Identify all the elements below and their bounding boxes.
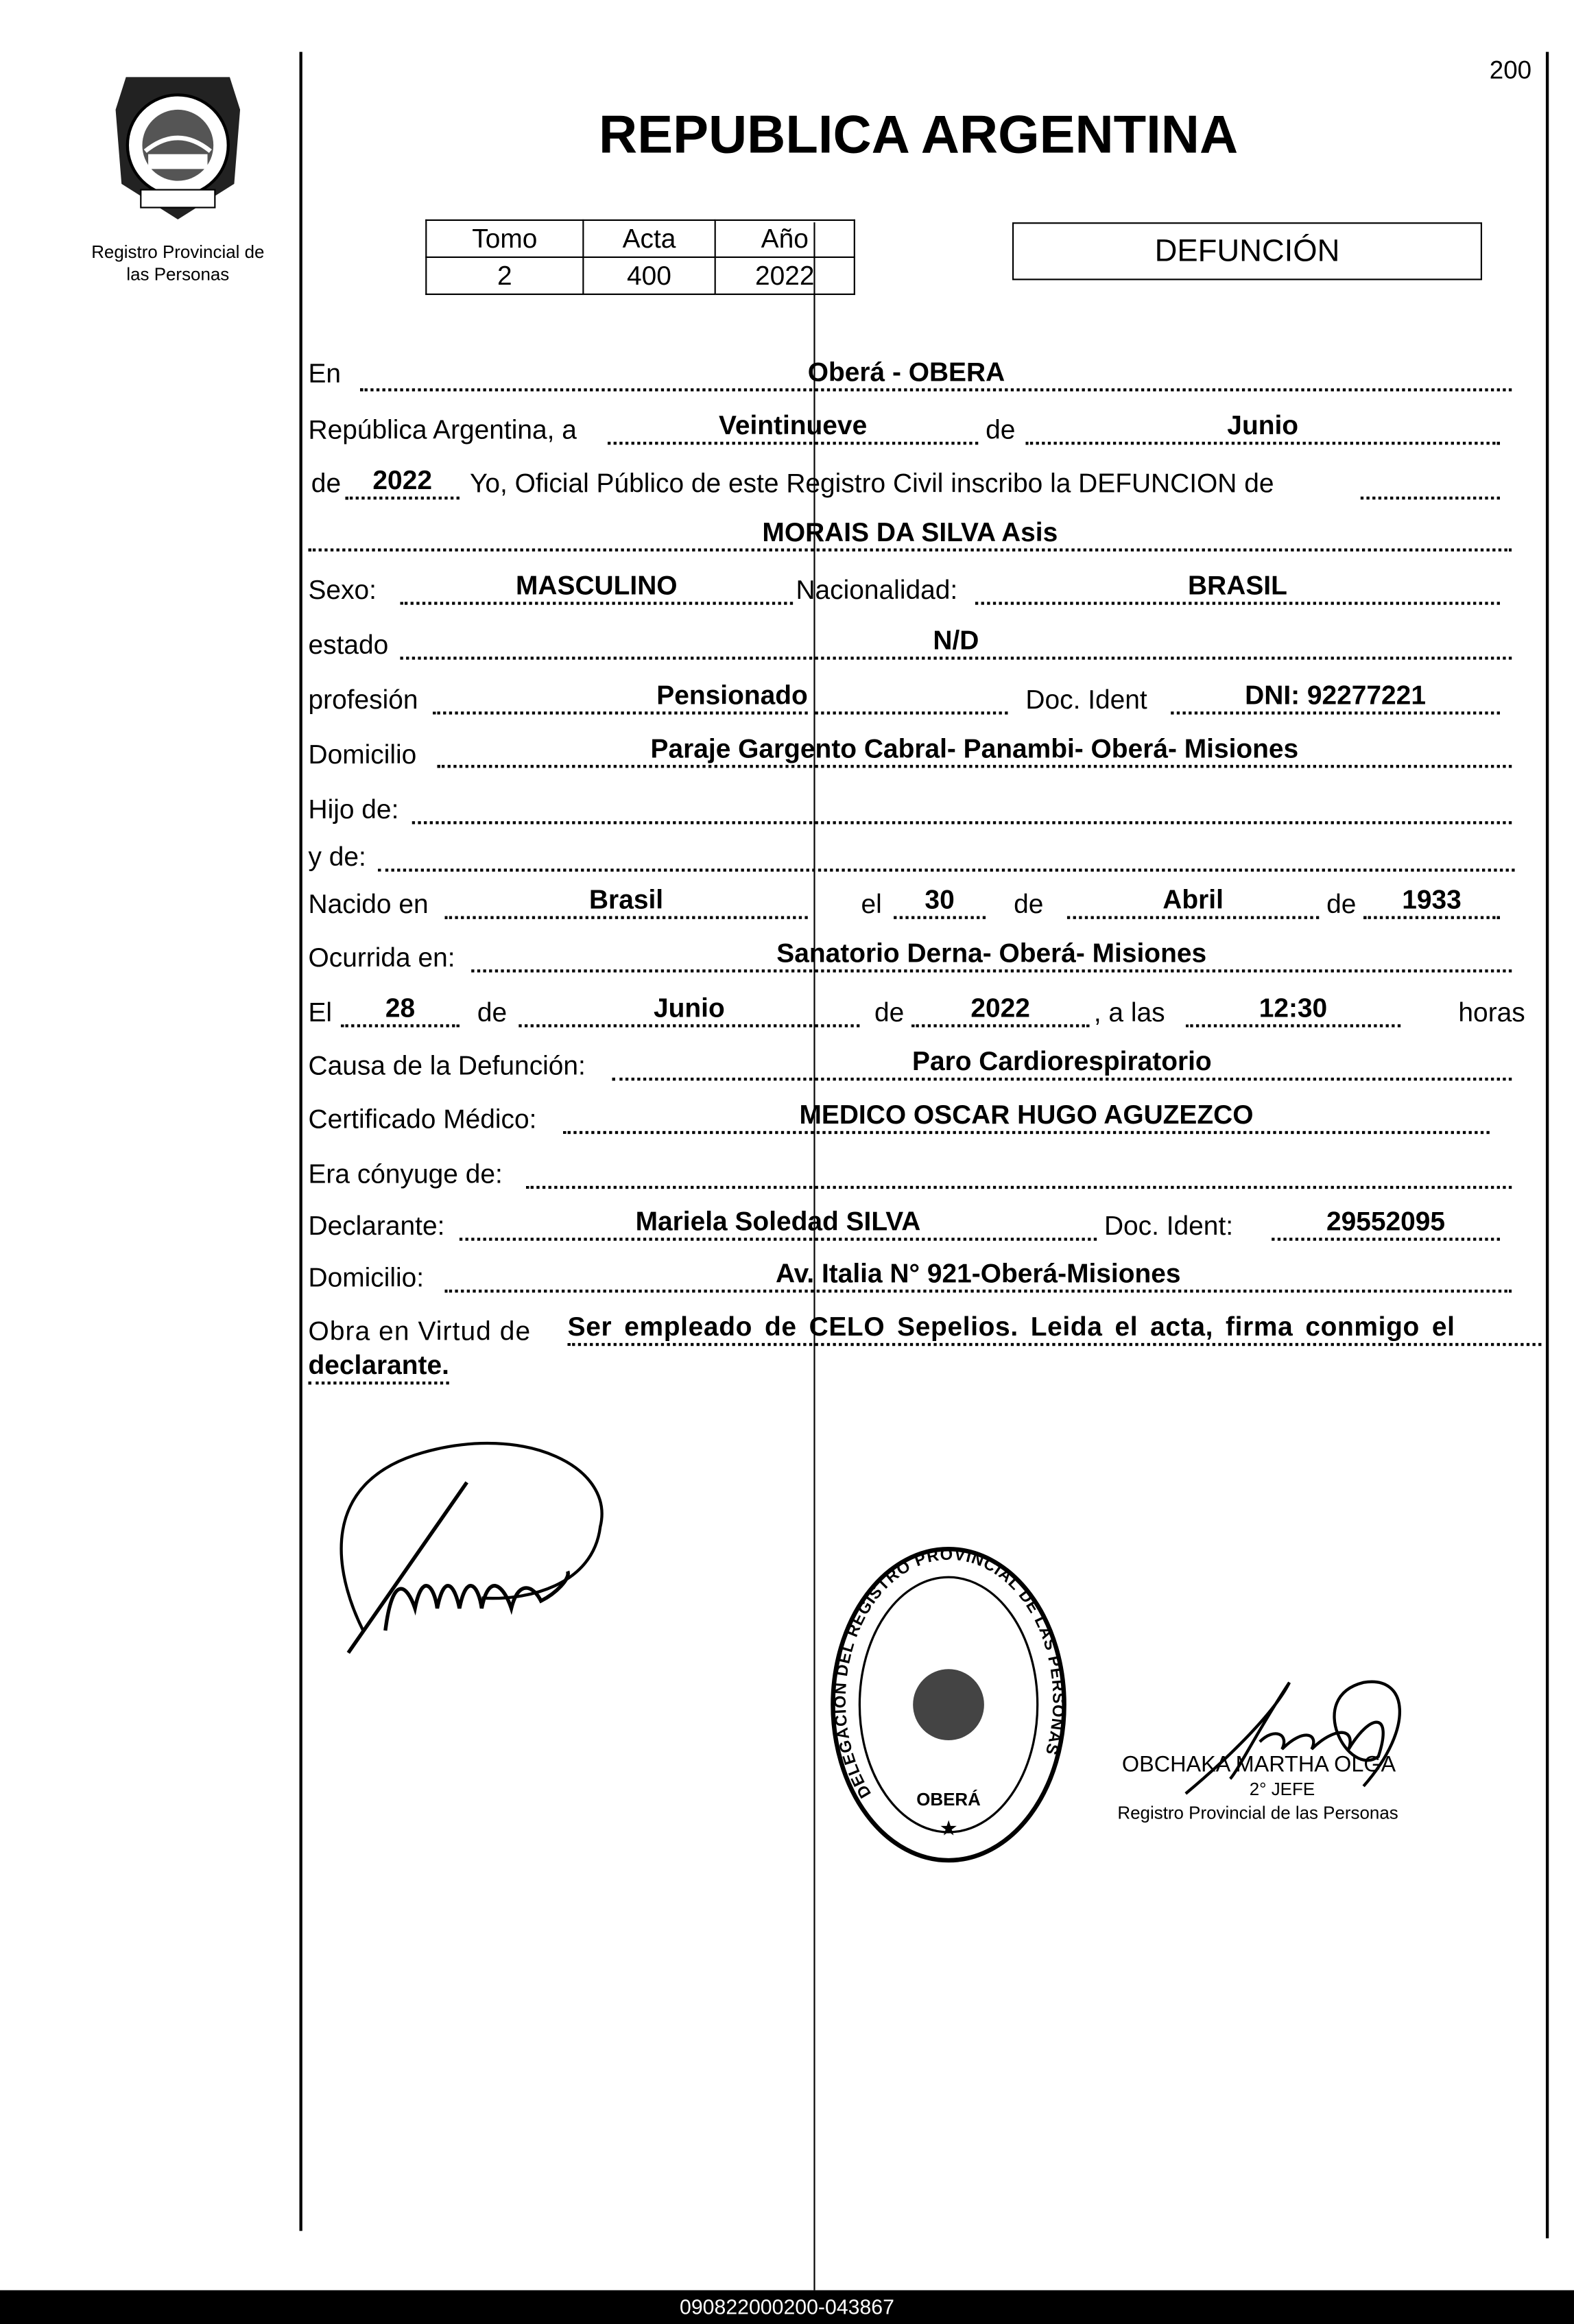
field-ocurrida-en: Sanatorio Derna- Oberá- Misiones (471, 937, 1512, 973)
header-acta: Acta (583, 220, 715, 257)
declarant-signature (304, 1423, 645, 1675)
label-republica: República Argentina, a (308, 415, 577, 445)
value-anio: 2022 (715, 257, 855, 294)
page-number: 200 (1489, 56, 1532, 85)
field-doc: DNI: 92277221 (1171, 679, 1500, 715)
field-declarante: Mariela Soledad SILVA (460, 1205, 1097, 1241)
label-de: de (874, 997, 905, 1028)
field-def-anio: 2022 (911, 992, 1089, 1028)
label-horas: horas (1458, 997, 1525, 1028)
field-declarante-domicilio: Av. Italia N° 921-Oberá-Misiones (444, 1257, 1512, 1293)
label-ocurrida-en: Ocurrida en: (308, 942, 455, 973)
field-nac-mes: Abril (1067, 884, 1319, 919)
label-conyuge: Era cónyuge de: (308, 1159, 503, 1189)
field-anio: 2022 (346, 464, 460, 499)
label-en: En (308, 358, 342, 389)
value-acta: 400 (583, 257, 715, 294)
svg-text:OBERÁ: OBERÁ (916, 1790, 981, 1810)
value-tomo: 2 (426, 257, 583, 294)
field-sexo: MASCULINO (400, 569, 793, 605)
label-causa: Causa de la Defunción: (308, 1051, 586, 1081)
field-nombre: MORAIS DA SILVA Asis (308, 516, 1512, 552)
field-mes: Junio (1025, 409, 1500, 444)
label-de: de (1326, 889, 1357, 919)
label-el: El (308, 997, 333, 1028)
registry-stamp (827, 1541, 1072, 1867)
field-y-de (378, 836, 1514, 872)
header-tomo: Tomo (426, 220, 583, 257)
field-profesion: Pensionado (433, 679, 808, 715)
field-obra-line2: declarante. (308, 1349, 449, 1385)
official-org: Registro Provincial de las Personas (1117, 1802, 1398, 1824)
label-nacido-en: Nacido en (308, 889, 429, 919)
field-hora: 12:30 (1186, 992, 1400, 1028)
field-conyuge (526, 1153, 1512, 1189)
field-causa: Paro Cardiorespiratorio (612, 1045, 1512, 1081)
field-lugar: Oberá - OBERA (360, 356, 1512, 392)
label-domicilio-declarante: Domicilio: (308, 1263, 425, 1293)
label-doc-ident: Doc. Ident: (1104, 1211, 1234, 1241)
label-domicilio: Domicilio (308, 739, 417, 770)
field-dia: Veintinueve (608, 409, 978, 444)
label-profesion: profesión (308, 685, 418, 715)
registry-label (59, 241, 296, 286)
field-blank (1361, 464, 1500, 499)
registry-label-line2: las Personas (126, 263, 230, 285)
label-certificado: Certificado Médico: (308, 1104, 537, 1135)
field-nacionalidad: BRASIL (975, 569, 1500, 605)
official-title: 2° JEFE (1249, 1779, 1315, 1800)
label-obra: Obra en Virtud de (308, 1316, 532, 1347)
label-inscripcion: Yo, Oficial Público de este Registro Civil inscribo la DEFUNCION de (470, 468, 1274, 499)
field-nacido-en: Brasil (444, 884, 807, 919)
document-title: REPUBLICA ARGENTINA (599, 104, 1239, 165)
field-declarante-doc: 29552095 (1272, 1205, 1500, 1241)
footer-bar (0, 2290, 1574, 2324)
label-de: de (311, 468, 342, 499)
field-blank (815, 679, 1008, 715)
label-de: de (477, 997, 508, 1028)
svg-text:★: ★ (939, 1817, 958, 1840)
field-certificado: MEDICO OSCAR HUGO AGUZEZCO (563, 1098, 1490, 1134)
label-nacionalidad: Nacionalidad: (796, 575, 958, 605)
label-de: de (1014, 889, 1044, 919)
label-y-de: y de: (308, 842, 366, 872)
field-obra-line1: Ser empleado de CELO Sepelios. Leida el acta, firma conmigo el (568, 1310, 1542, 1346)
field-estado: N/D (400, 624, 1512, 660)
label-sexo: Sexo: (308, 575, 377, 605)
label-doc-ident: Doc. Ident (1025, 685, 1147, 715)
label-el: el (861, 889, 882, 919)
label-hijo-de: Hijo de: (308, 794, 399, 825)
record-table (425, 220, 855, 295)
field-def-mes: Junio (518, 992, 859, 1028)
registry-label-line1: Registro Provincial de (91, 241, 265, 263)
header-anio: Año (715, 220, 855, 257)
label-declarante: Declarante: (308, 1211, 445, 1241)
misiones-seal-logo (104, 65, 252, 225)
field-domicilio: Paraje Gargento Cabral- Panambi- Oberá- Misiones (437, 733, 1512, 768)
field-hijo-de (412, 789, 1512, 825)
field-def-dia: 28 (341, 992, 460, 1028)
right-margin-line (1546, 52, 1548, 2238)
official-name: OBCHAKA MARTHA OLGA (1121, 1752, 1396, 1778)
label-a-las: , a las (1093, 997, 1165, 1028)
field-nac-dia: 30 (894, 884, 986, 919)
svg-text:DELEGACION DEL REGISTRO PROVIN: DELEGACION DEL REGISTRO PROVINCIAL DE LAS PERSONAS (831, 1545, 1068, 1801)
document-code: 090822000200-043867 (680, 2295, 894, 2319)
field-nac-anio: 1933 (1363, 884, 1500, 919)
record-type-box: DEFUNCIÓN (1012, 222, 1482, 280)
label-de: de (986, 415, 1016, 445)
left-margin-line (300, 52, 302, 2231)
label-estado: estado (308, 630, 389, 660)
